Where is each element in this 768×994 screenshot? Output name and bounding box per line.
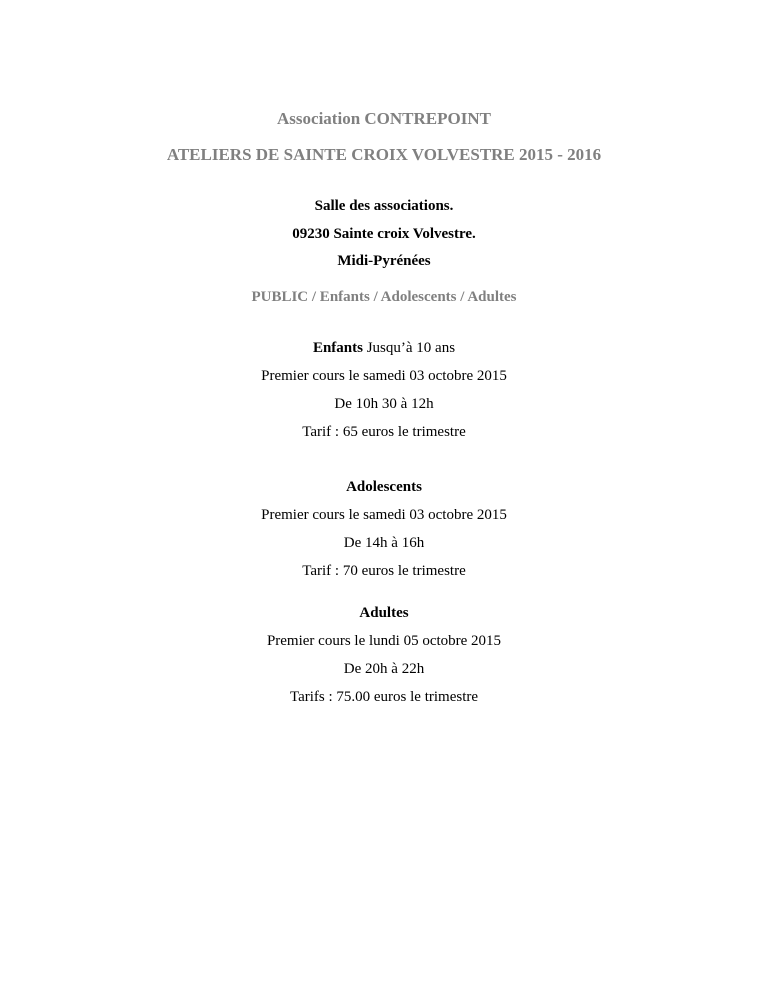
adolescents-first-course: Premier cours le samedi 03 octobre 2015 xyxy=(261,507,507,523)
adolescents-price: Tarif : 70 euros le trimestre xyxy=(302,563,466,579)
adolescents-title: Adolescents xyxy=(346,479,422,495)
enfants-first-course: Premier cours le samedi 03 octobre 2015 xyxy=(261,368,507,384)
address-line: 09230 Sainte croix Volvestre. xyxy=(292,226,476,242)
adultes-price: Tarifs : 75.00 euros le trimestre xyxy=(289,689,479,705)
enfants-price: Tarif : 65 euros le trimestre xyxy=(302,424,466,440)
enfants-hours: De 10h 30 à 12h xyxy=(334,396,434,412)
enfants-title: Enfants xyxy=(312,340,363,356)
venue-line: Salle des associations. xyxy=(314,198,454,214)
region-line: Midi-Pyrénées xyxy=(337,253,431,269)
adultes-title: Adultes xyxy=(359,605,409,621)
ateliers-title: ATELIERS DE SAINTE CROIX VOLVESTRE 2015 - 2016 xyxy=(166,145,602,164)
adultes-first-course: Premier cours le lundi 05 octobre 2015 xyxy=(266,633,502,649)
adultes-hours: De 20h à 22h xyxy=(343,661,425,677)
enfants-age: Jusqu’à 10 ans xyxy=(362,340,456,356)
public-line: PUBLIC / Enfants / Adolescents / Adultes xyxy=(251,289,517,305)
enfants-heading xyxy=(0,341,768,356)
association-title: Association CONTREPOINT xyxy=(277,109,491,128)
adolescents-hours: De 14h à 16h xyxy=(343,535,425,551)
